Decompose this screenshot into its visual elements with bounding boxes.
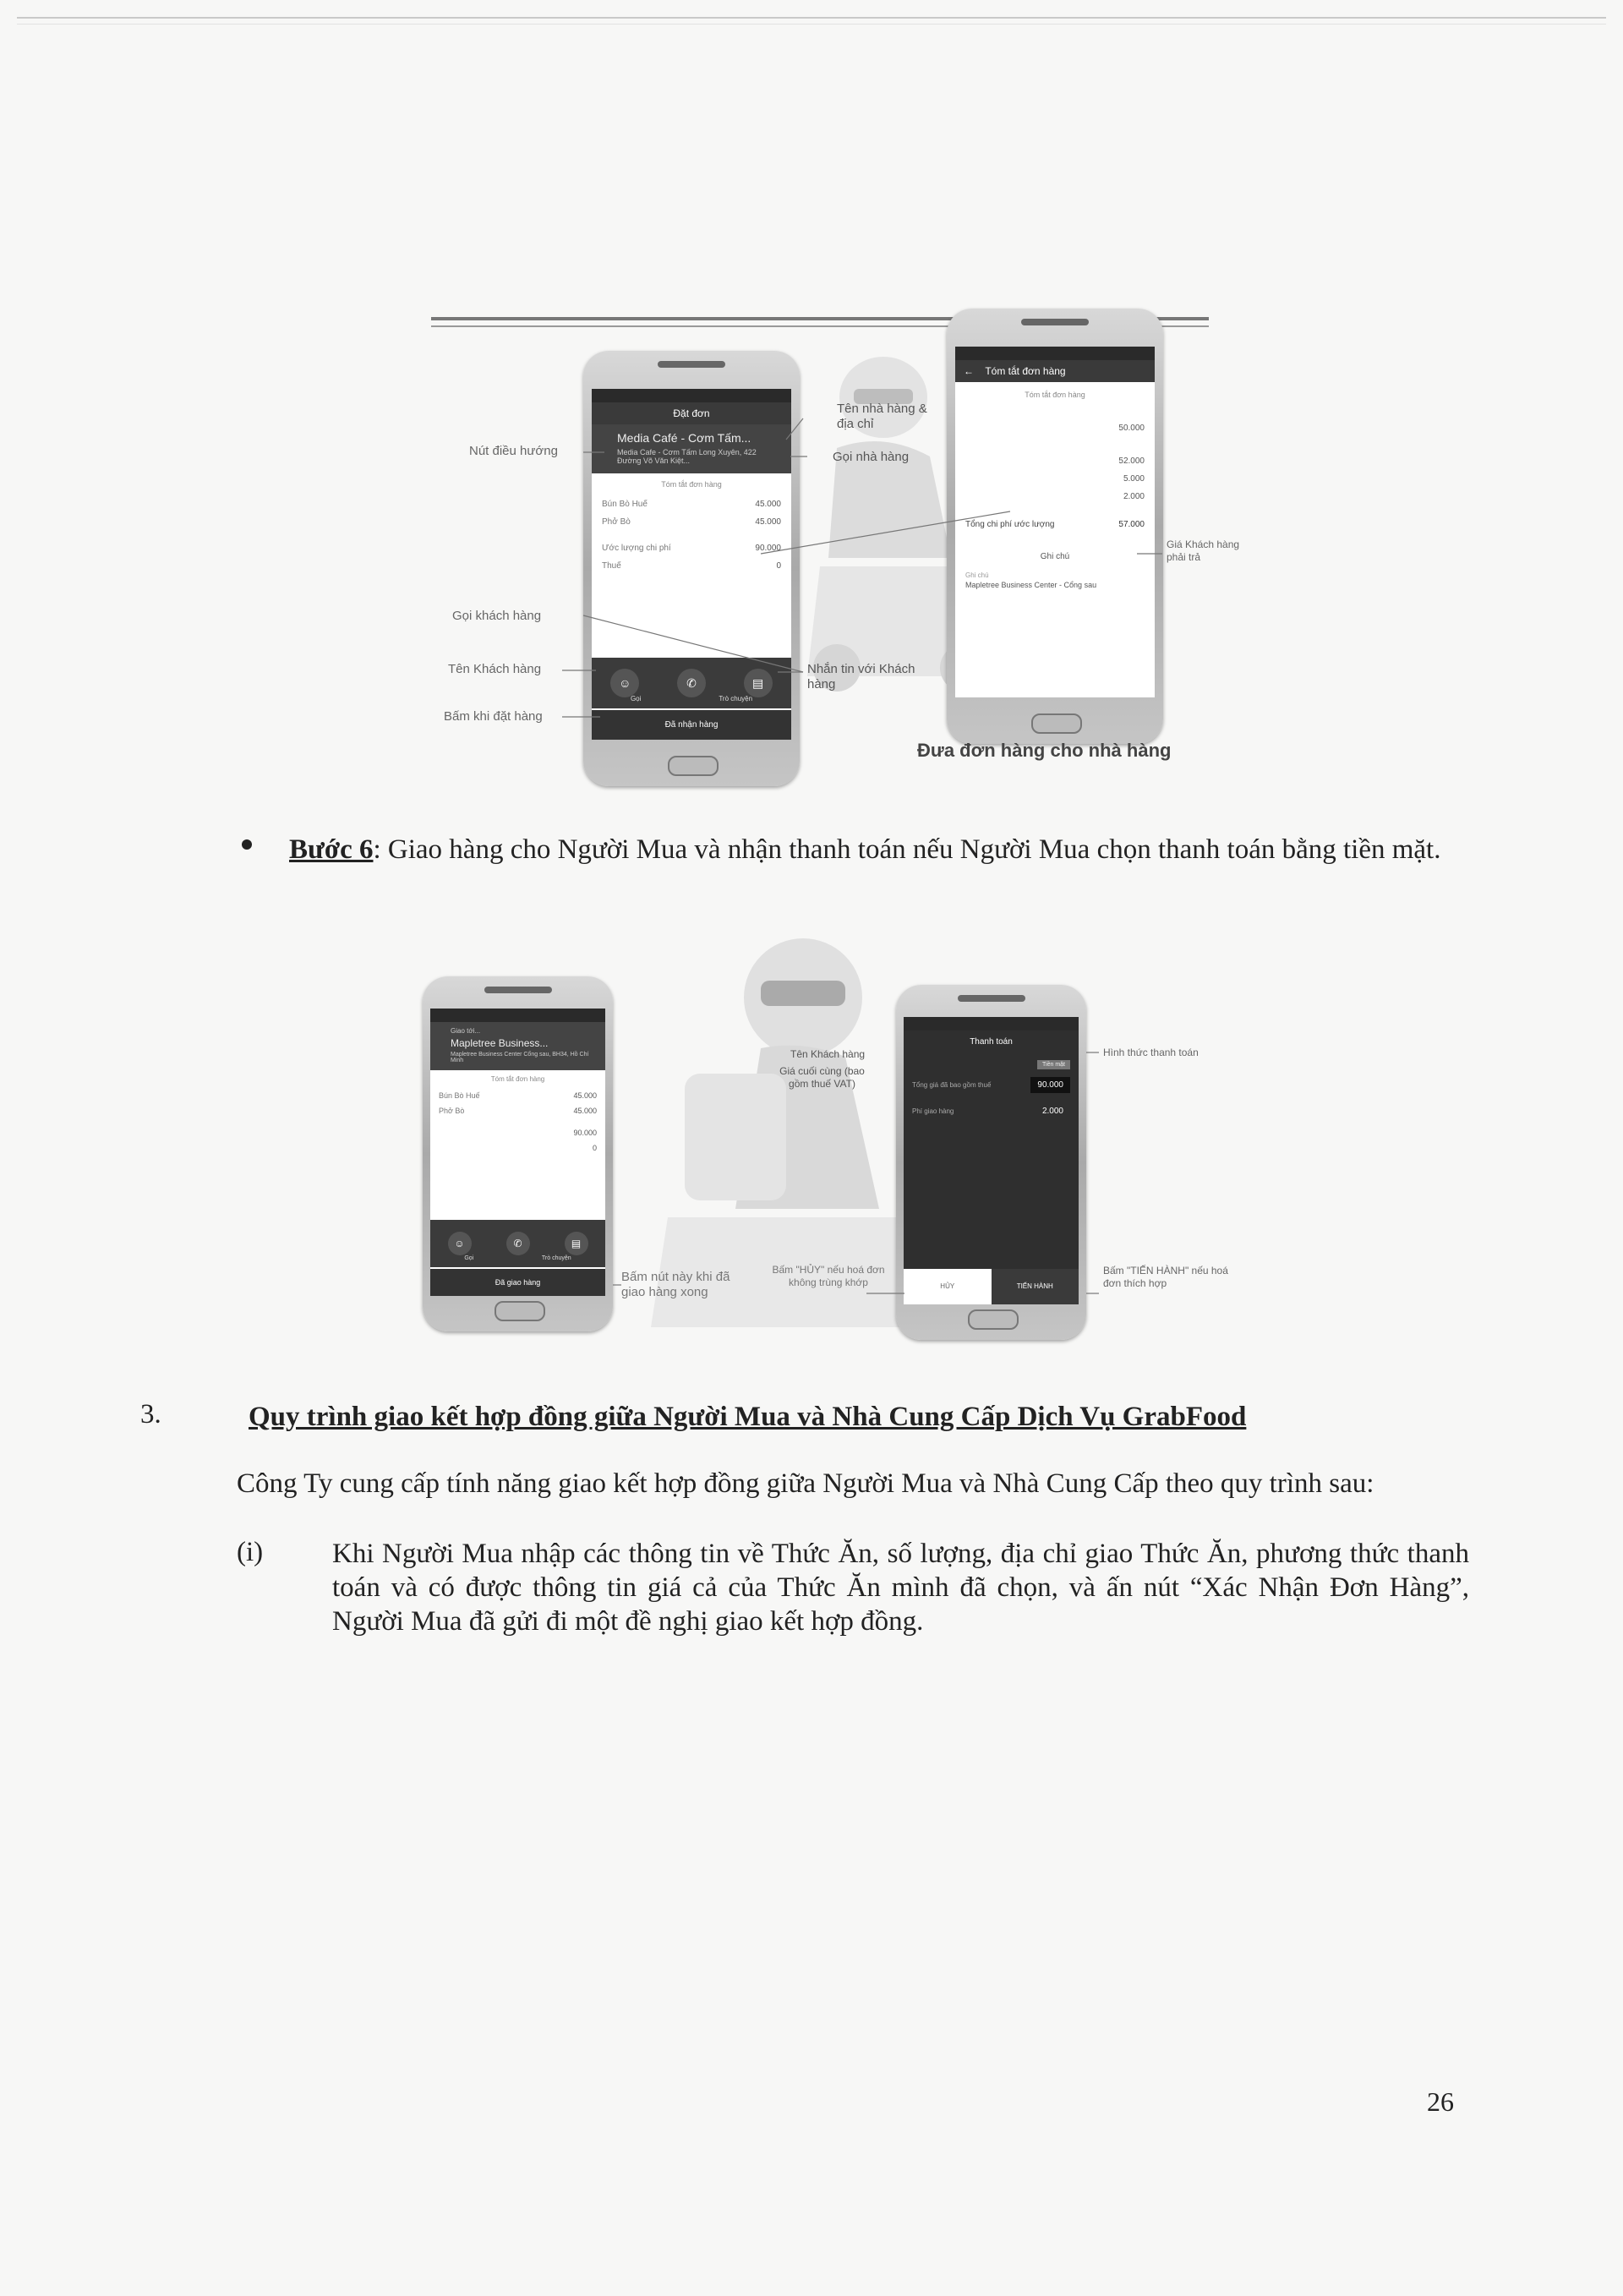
customer-avatar-icon[interactable]: ☺ [610, 669, 639, 697]
delivered-button[interactable]: Đã giao hàng [430, 1269, 605, 1296]
step-label: Bước 6 [289, 834, 374, 865]
sub-row: 5.000 [1123, 474, 1145, 484]
screen-title: Tóm tắt đơn hàng [985, 365, 1066, 377]
call-label: Gọi [630, 695, 642, 702]
chat-label: Trò chuyện [541, 1255, 571, 1261]
tax-row: 0 [592, 1144, 597, 1152]
tax-row: Thuế 0 [602, 561, 781, 571]
note-header: Ghi chú [1040, 552, 1070, 561]
phone-icon[interactable]: ✆ [506, 1232, 530, 1255]
call-label: Gọi [464, 1255, 474, 1261]
order-item: Phở Bò 45.000 [602, 517, 781, 527]
total-row: Tổng giá đã bao gồm thuế 90.000 [904, 1072, 1079, 1098]
label-final-price: Giá cuối cùng (bao gồm thuế VAT) [779, 1065, 865, 1090]
label-press-cancel: Bấm "HỦY" nếu hoá đơn không trùng khớp [772, 1264, 885, 1288]
label-press-when-ordered: Bấm khi đặt hàng [444, 709, 543, 724]
bullet-marker [242, 827, 281, 859]
order-item: Bún Bò Huế 45.000 [439, 1091, 597, 1100]
summary-header: Tóm tắt đơn hàng [490, 1075, 545, 1083]
label-press-proceed: Bấm "TIẾN HÀNH" nếu hoá đơn thích hợp [1103, 1265, 1228, 1289]
summary-header: Tóm tắt đơn hàng [661, 480, 722, 489]
step-6-text [289, 834, 1473, 866]
label-payment-method: Hình thức thanh toán [1103, 1047, 1199, 1058]
chat-label: Trò chuyện [719, 695, 753, 702]
cancel-button[interactable]: HỦY [904, 1269, 992, 1304]
figure-delivery-steps [406, 930, 1293, 1369]
label-restaurant-name: Tên nhà hàng & địa chỉ [837, 402, 927, 431]
label-customer-price: Giá Khách hàng phải trả [1167, 538, 1240, 563]
order-item: Bún Bò Huế 45.000 [602, 500, 781, 509]
screen-title: Thanh toán [970, 1037, 1013, 1047]
annotation-lines [406, 930, 1293, 1369]
section-title: Quy trình giao kết hợp đồng giữa Người Mua và Nhà Cung Cấp Dịch Vụ GrabFood [249, 1402, 1247, 1432]
label-call-customer: Gọi khách hàng [452, 609, 542, 623]
label-message-customer: Nhắn tin với Khách hàng [807, 662, 915, 692]
chat-icon[interactable]: ▤ [565, 1232, 588, 1255]
sub-row: 2.000 [1123, 492, 1145, 501]
label-press-when-done: Bấm nút này khi đã giao hàng xong [621, 1270, 730, 1299]
page-top-rule [17, 17, 1606, 19]
payment-badge: Tiền mặt [1037, 1060, 1070, 1069]
page-number: 26 [1427, 2086, 1454, 2117]
note-label: Ghi chú [965, 571, 989, 579]
summary-header: Tóm tắt đơn hàng [1025, 391, 1085, 399]
price-row: 50.000 [1118, 424, 1145, 433]
estimate-row: Ước lượng chi phí 90.000 [602, 544, 781, 553]
restaurant-address: Media Cafe - Cơm Tấm Long Xuyên, 422 Đường Võ Văn Kiệt... [617, 448, 757, 465]
list-item-number: (i) [237, 1537, 264, 1567]
page-top-subrule [17, 24, 1606, 25]
section-intro: Công Ty cung cấp tính năng giao kết hợp đồng giữa Người Mua và Nhà Cung Cấp theo quy trình sau: [237, 1468, 1374, 1499]
list-item-text: Khi Người Mua nhập các thông tin về Thức Ăn, số lượng, địa chỉ giao Thức Ăn, phương thức thanh toán và có được thông tin giá cả của Thức Ăn mình đã chọn, và ấn nút “Xác Nhận Đơn Hàng”, Người Mua đã gửi đi một đề nghị giao kết hợp đồng. [332, 1539, 1469, 1637]
customer-avatar-icon[interactable]: ☺ [448, 1232, 472, 1255]
back-arrow-icon[interactable]: ← [964, 365, 974, 377]
received-button[interactable]: Đã nhận hàng [592, 710, 791, 740]
fee-row: Phí giao hàng 2.000 [912, 1107, 1063, 1116]
label-nav-button: Nút điều hướng [469, 444, 558, 458]
destination-address: Mapletree Business Center Cổng sau, BH34, Hồ Chí Minh [451, 1052, 589, 1063]
destination-name: Mapletree Business... [451, 1037, 549, 1049]
restaurant-name: Media Café - Cơm Tấm... [617, 431, 751, 445]
note-text: Mapletree Business Center - Cổng sau [965, 581, 1097, 589]
proceed-button[interactable]: TIẾN HÀNH [992, 1269, 1079, 1304]
figure-order-steps [406, 300, 1293, 799]
label-customer-name: Tên Khách hàng [448, 662, 542, 676]
screen-title: Đặt đơn [592, 402, 791, 424]
label-customer-name: Tên Khách hàng [790, 1048, 866, 1060]
chat-icon[interactable]: ▤ [744, 669, 773, 697]
order-item: Phở Bò 45.000 [439, 1107, 597, 1115]
total-row: Tổng chi phí ước lượng 57.000 [965, 520, 1145, 529]
sub-row: 52.000 [1118, 456, 1145, 466]
phone-icon[interactable]: ✆ [677, 669, 706, 697]
estimate-row: 90.000 [573, 1129, 597, 1137]
step-description: : Giao hàng cho Người Mua và nhận thanh toán nếu Người Mua chọn thanh toán bằng tiền mặt. [373, 834, 1441, 865]
deliver-to-label: Giao tới... [451, 1027, 481, 1035]
label-call-restaurant: Gọi nhà hàng [833, 450, 910, 464]
section-number: 3. [140, 1399, 161, 1430]
label-hand-over: Đưa đơn hàng cho nhà hàng [917, 740, 1172, 761]
